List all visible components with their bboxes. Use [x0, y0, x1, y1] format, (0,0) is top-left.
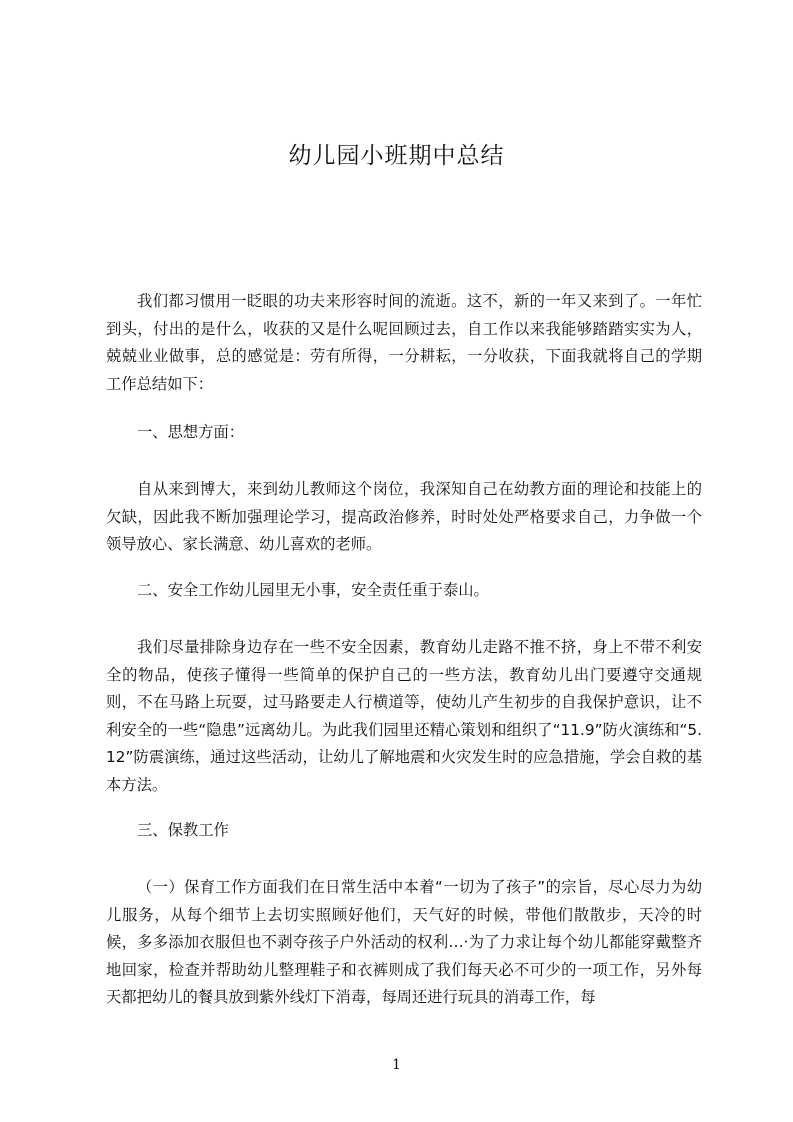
section-heading-care-education: 三、保教工作	[137, 821, 229, 839]
section-heading-ideology: 一、思想方面：	[137, 423, 245, 441]
safety-paragraph: 我们尽量排除身边存在一些不安全因素，教育幼儿走路不推不挤，身上不带不利安全的物品，使孩子懂得一些简单的保护自己的一些方法，教育幼儿出门要遵守交通规则，不在马路上玩耍，过马路要走人行横道等，使幼儿产生初步的自我保护意识，让不利安全的一些“隐患”远离幼儿。为此我们园里还精心策划和组织了“11.9”防火演练和“5.12”防震演练，通过这些活动，让幼儿了解地震和火灾发生时的应急措施，学会自救的基本方法。	[106, 638, 702, 794]
care-education-paragraph: （一）保育工作方面我们在日常生活中本着“一切为了孩子”的宗旨，尽心尽力为幼儿服务，从每个细节上去切实照顾好他们，天气好的时候，带他们散散步，天冷的时候，多多添加衣服但也不剥夺孩子户外活动的权利…·为了力求让每个幼儿都能穿戴整齐地回家，检查并帮助幼儿整理鞋子和衣裤则成了我们每天必不可少的一项工作，另外每天都把幼儿的餐具放到紫外线灯下消毒，每周还进行玩具的消毒工作，每	[106, 878, 702, 1006]
intro-paragraph: 我们都习惯用一眨眼的功夫来形容时间的流逝。这不，新的一年又来到了。一年忙到头，付出的是什么，收获的又是什么呢回顾过去，自工作以来我能够踏踏实实为人，兢兢业业做事，总的感觉是：劳有所得，一分耕耘，一分收获，下面我就将自己的学期工作总结如下：	[106, 292, 702, 393]
document-title: 幼儿园小班期中总结	[288, 143, 505, 169]
section-heading-safety: 二、安全工作幼儿园里无小事，安全责任重于泰山。	[137, 581, 489, 599]
ideology-paragraph: 自从来到博大，来到幼儿教师这个岗位，我深知自己在幼教方面的理论和技能上的欠缺，因此我不断加强理论学习，提高政治修养，时时处处严格要求自己，力争做一个领导放心、家长满意、幼儿喜欢的老师。	[106, 480, 702, 553]
page-number: 1	[392, 1057, 401, 1073]
